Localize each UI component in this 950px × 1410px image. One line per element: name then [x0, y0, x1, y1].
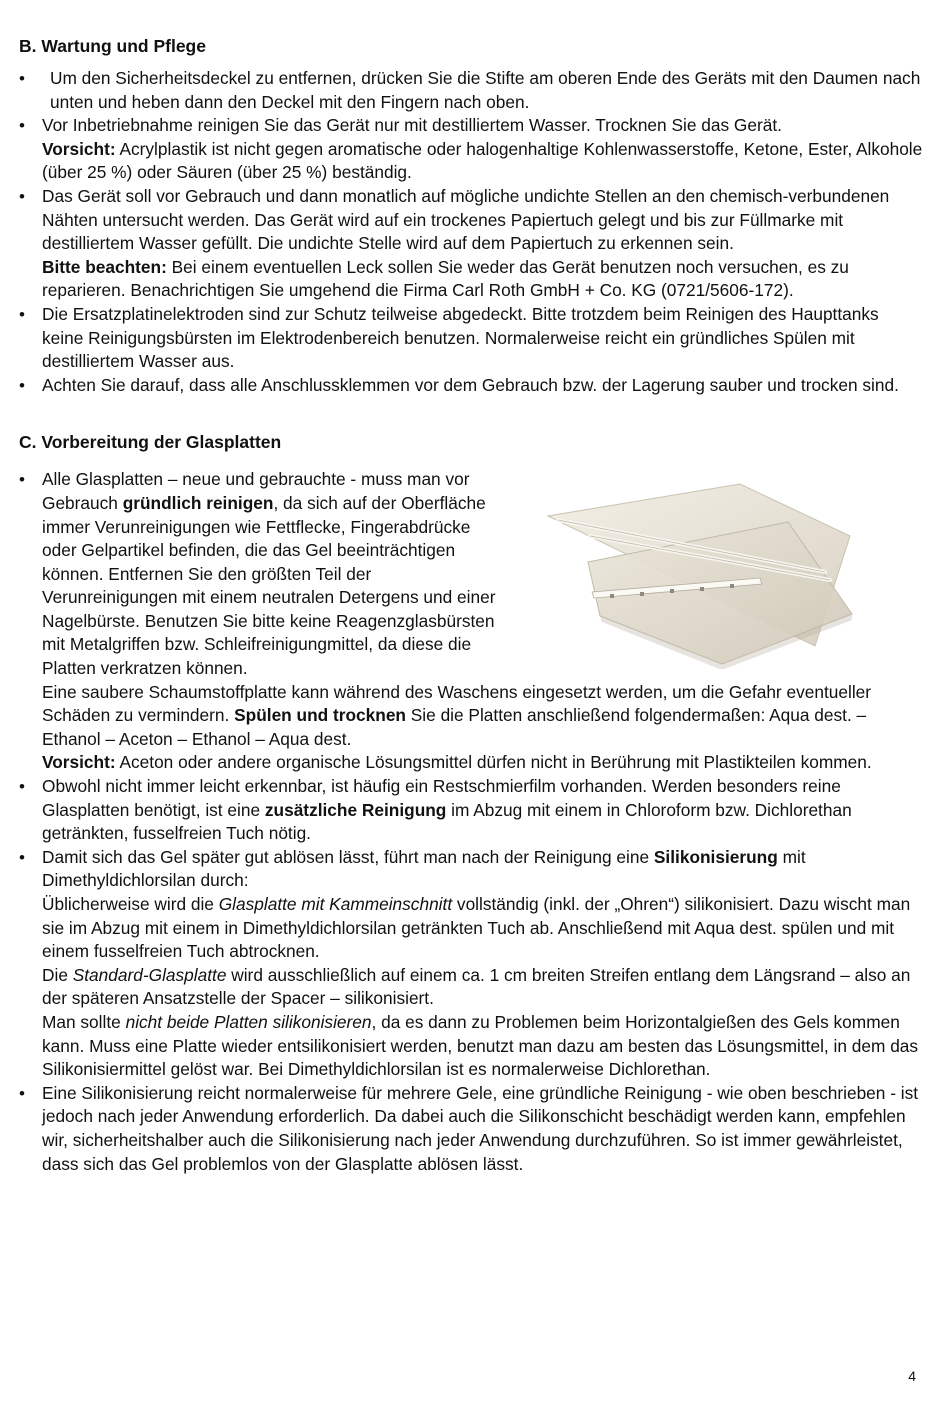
list-item: • Das Gerät soll vor Gebrauch und dann monatlich auf mögliche undichte Stellen an den chemisch-verbundenen Nähten untersucht werden. Das Gerät wird auf ein trockenes Papiertuch gelegt und bis zur Füllmarke mit destilliertem Wasser gefüllt. Die undichte Stelle wird auf dem Papiertuch zu erkennen sein. Bitte beachten: Bei einem eventuellen Leck sollen Sie weder das Gerät benutzen noch versuchen, es zu reparieren. Benachrichtigen Sie umgehend die Firma Carl Roth GmbH + Co. KG (0721/5606-172). [19, 185, 924, 303]
caution-label: Vorsicht: [42, 138, 116, 159]
section-b-heading: B. Wartung und Pflege [19, 36, 206, 56]
list-item: • Obwohl nicht immer leicht erkennbar, ist häufig ein Restschmierfilm vorhanden. Werden besonders reine Glasplatten benötigt, ist eine zusätzliche Reinigung im Abzug mit einem in Chloroform bzw. Dichlorethan getränkten, fusselfreien Tuch nötig. [19, 775, 924, 846]
document-page [19, 35, 924, 1176]
glass-plates-figure [530, 474, 860, 669]
list-item: • Achten Sie darauf, dass alle Anschlussklemmen vor dem Gebrauch bzw. der Lagerung sauber und trocken sind. [19, 374, 924, 398]
list-item: • Um den Sicherheitsdeckel zu entfernen, drücken Sie die Stifte am oberen Ende des Geräts mit den Daumen nach unten und heben dann den Deckel mit den Fingern nach oben. [19, 67, 924, 114]
section-c-list [19, 468, 924, 1176]
list-item: • Die Ersatzplatinelektroden sind zur Schutz teilweise abgedeckt. Bitte trotzdem beim Reinigen des Haupttanks keine Reinigungsbürsten im Elektrodenbereich benutzen. Normalerweise reicht ein gründliches Spülen mit destilliertem Wasser aus. [19, 303, 924, 374]
section-b-list [19, 67, 924, 397]
note-label: Bitte beachten: [42, 256, 167, 277]
caution-label: Vorsicht: [42, 752, 116, 773]
list-item: • Alle Glasplatten – neue und gebrauchte - muss man vor Gebrauch gründlich reinigen, da sich auf der Oberfläche immer Verunreinigungen wie Fettflecke, Fingerabdrücke oder Gelpartikel befinden, die das Gel beeinträchtigen können. Entfernen Sie den größten Teil der Verunreinigungen mit einem neutralen Detergens und einer Nagelbürste. Benutzen Sie bitte keine Reagenzglasbürsten mit Metalgriffen bzw. Schleifreinigungmittel, da diese die Platten verkratzen können. Eine saubere Schaumstoffplatte kann während des Waschens eingesetzt werden, um die Gefahr eventueller Schäden zu vermindern. Spülen und trocknen Sie die Platten anschließend folgendermaßen: Aqua dest. – Ethanol – Aceton – Ethanol – Aqua dest. Vorsicht: Aceton oder andere organische Lösungsmittel dürfen nicht in Berührung mit Plastikteilen kommen. [19, 468, 924, 775]
list-item: • Eine Silikonisierung reicht normalerweise für mehrere Gele, eine gründliche Reinigung - wie oben beschrieben - ist jedoch nach jeder Anwendung erforderlich. Da dabei auch die Silikonschicht beschädigt werden kann, empfehlen wir, sicherheitshalber auch die Silikonisierung nach jeder Anwendung durchzuführen. So ist immer gewährleistet, dass sich das Gel problemlos von der Glasplatte ablösen lässt. [19, 1082, 924, 1176]
section-c-heading: C. Vorbereitung der Glasplatten [19, 432, 282, 453]
list-item: • Damit sich das Gel später gut ablösen lässt, führt man nach der Reinigung eine Silikonisierung mit Dimethyldichlorsilan durch: Üblicherweise wird die Glasplatte mit Kammeinschnitt vollständig (inkl. der „Ohren“) silikonisiert. Dazu wischt man sie im Abzug mit einem in Dimethyldichlorsilan getränkten Tuch ab. Anschließend mit Aqua dest. spülen und mit einem fusselfreien Tuch abtrocknen. Die Standard-Glasplatte wird ausschließlich auf einem ca. 1 cm breiten Streifen entlang dem Längsrand – also an der späteren Ansatzstelle der Spacer – silikonisiert. Man sollte nicht beide Platten silikonisieren, da es dann zu Problemen beim Horizontalgießen des Gels kommen kann. Muss eine Platte wieder entsilikonisiert werden, benutzt man dazu am besten das Lösungsmittel, in dem das Silikonisiermittel gelöst war. Bei Dimethyldichlorsilan ist es normalerweise Dichlorethan. [19, 846, 924, 1082]
list-item: • Vor Inbetriebnahme reinigen Sie das Gerät nur mit destilliertem Wasser. Trocknen Sie das Gerät. Vorsicht: Acrylplastik ist nicht gegen aromatische oder halogenhaltige Kohlenwasserstoffe, Ketone, Ester, Alkohole (über 25 %) oder Säuren (über 25 %) beständig. [19, 114, 924, 185]
page-number: 4 [908, 1368, 916, 1384]
